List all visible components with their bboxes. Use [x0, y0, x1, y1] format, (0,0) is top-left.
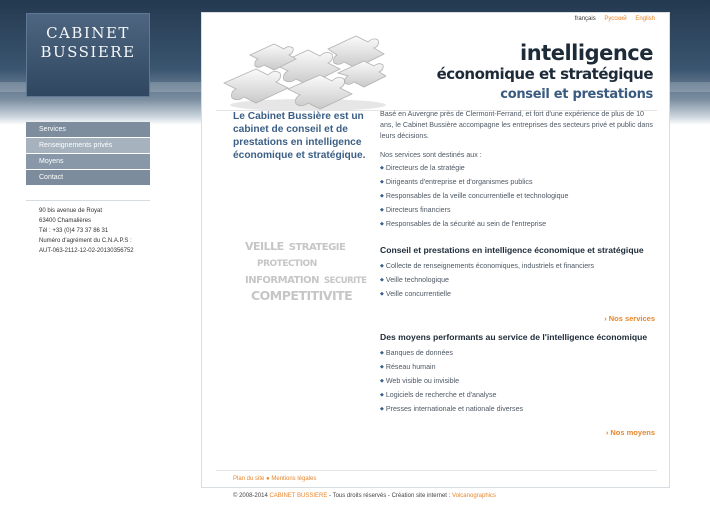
intro-text: Le Cabinet Bussière est un cabinet de conseil et de prestations en intelligence économique et stratégique.	[233, 111, 366, 161]
intro-paragraph: Basé en Auvergne près de Clermont-Ferrand, et fort d'une expérience de plus de 10 ans, le Cabinet Bussière accompagne les entreprises des secteurs privé et public dans leurs décisions.	[380, 110, 653, 140]
main-nav	[26, 122, 150, 186]
banner-subtitle: économique et stratégique	[436, 65, 653, 83]
list-item: ◆ Collecte de renseignements économiques, industriels et financiers	[380, 260, 655, 274]
tag-word: INFORMATION	[245, 275, 319, 286]
nav-item-services[interactable]: Services	[26, 122, 150, 138]
link-nos-moyens[interactable]: › Nos moyens	[380, 427, 655, 438]
list-item: ◆ Responsables de la veille concurrentielle et technologique	[380, 190, 655, 204]
address-cnaps-label: Numéro d'agrément du C.N.A.P.S :	[39, 238, 132, 244]
tag-word: SECURITE	[324, 276, 367, 286]
footer-links	[233, 476, 316, 482]
nav-item-contact[interactable]: Contact	[26, 170, 150, 186]
tag-word: VEILLE	[245, 240, 284, 253]
contact-address	[39, 206, 134, 256]
footer-divider	[216, 470, 657, 471]
lang-french[interactable]: français	[574, 16, 596, 22]
tag-word: COMPETITIVITE	[251, 288, 353, 303]
address-city: 63400 Chamalières	[39, 218, 92, 224]
link-legal[interactable]: Mentions légales	[271, 476, 317, 482]
agency-link[interactable]: Volcanographics	[451, 493, 496, 499]
tag-cloud-image	[245, 238, 367, 303]
puzzle-pieces-image	[216, 25, 386, 111]
footer-separator: ●	[266, 476, 270, 482]
nav-item-moyens[interactable]: Moyens	[26, 154, 150, 170]
copyright-prefix: © 2008-2014	[233, 493, 270, 499]
services-list	[380, 260, 655, 302]
copyright	[233, 493, 496, 499]
list-item: ◆ Réseau humain	[380, 361, 655, 375]
main-content	[380, 109, 655, 438]
lang-russian[interactable]: Русский	[604, 16, 627, 22]
list-item: ◆ Web visible ou invisible	[380, 375, 655, 389]
list-item: ◆ Veille concurrentielle	[380, 288, 655, 302]
list-item: ◆ Veille technologique	[380, 274, 655, 288]
link-sitemap[interactable]: Plan du site	[233, 476, 265, 482]
link-nos-services[interactable]: › Nos services	[380, 313, 655, 324]
address-cnaps-number: AUT-063-2112-12-02-20130356752	[39, 248, 134, 254]
banner-tagline: conseil et prestations	[500, 87, 653, 102]
section-heading-services: Conseil et prestations en intelligence économique et stratégique	[380, 245, 644, 255]
list-item: ◆ Dirigeants d'entreprise et d'organismes publics	[380, 176, 655, 190]
services-intro: Nos services sont destinés aux :	[380, 151, 482, 159]
tag-word: PROTECTION	[257, 259, 317, 269]
logo[interactable]	[26, 13, 150, 97]
list-item: ◆ Responsables de la sécurité au sein de l'entreprise	[380, 218, 655, 232]
content-panel	[201, 12, 670, 488]
copyright-org-link[interactable]: CABINET BUSSIERE	[269, 493, 328, 499]
copyright-middle: - Tous droits réservés - Création site internet :	[327, 493, 452, 499]
list-item: ◆ Presses internationale et nationale diverses	[380, 403, 655, 417]
logo-line-2: BUSSIERE	[40, 43, 136, 61]
moyens-list	[380, 347, 655, 417]
lang-english[interactable]: English	[635, 16, 655, 22]
address-street: 90 bis avenue de Royat	[39, 208, 103, 214]
banner	[216, 25, 657, 111]
language-switcher	[568, 16, 655, 22]
logo-line-1: CABINET	[46, 24, 130, 42]
list-item: ◆ Logiciels de recherche et d'analyse	[380, 389, 655, 403]
tag-word: STRATEGIE	[288, 242, 346, 253]
audience-list	[380, 162, 655, 232]
address-phone: Tél : +33 (0)4 73 37 86 31	[39, 228, 109, 234]
section-heading-moyens: Des moyens performants au service de l'intelligence économique	[380, 332, 648, 342]
list-item: ◆ Directeurs de la stratégie	[380, 162, 655, 176]
nav-divider	[26, 200, 150, 201]
nav-item-renseignements[interactable]: Renseignements privés	[26, 138, 150, 154]
list-item: ◆ Directeurs financiers	[380, 204, 655, 218]
banner-title: intelligence	[520, 41, 653, 65]
list-item: ◆ Banques de données	[380, 347, 655, 361]
